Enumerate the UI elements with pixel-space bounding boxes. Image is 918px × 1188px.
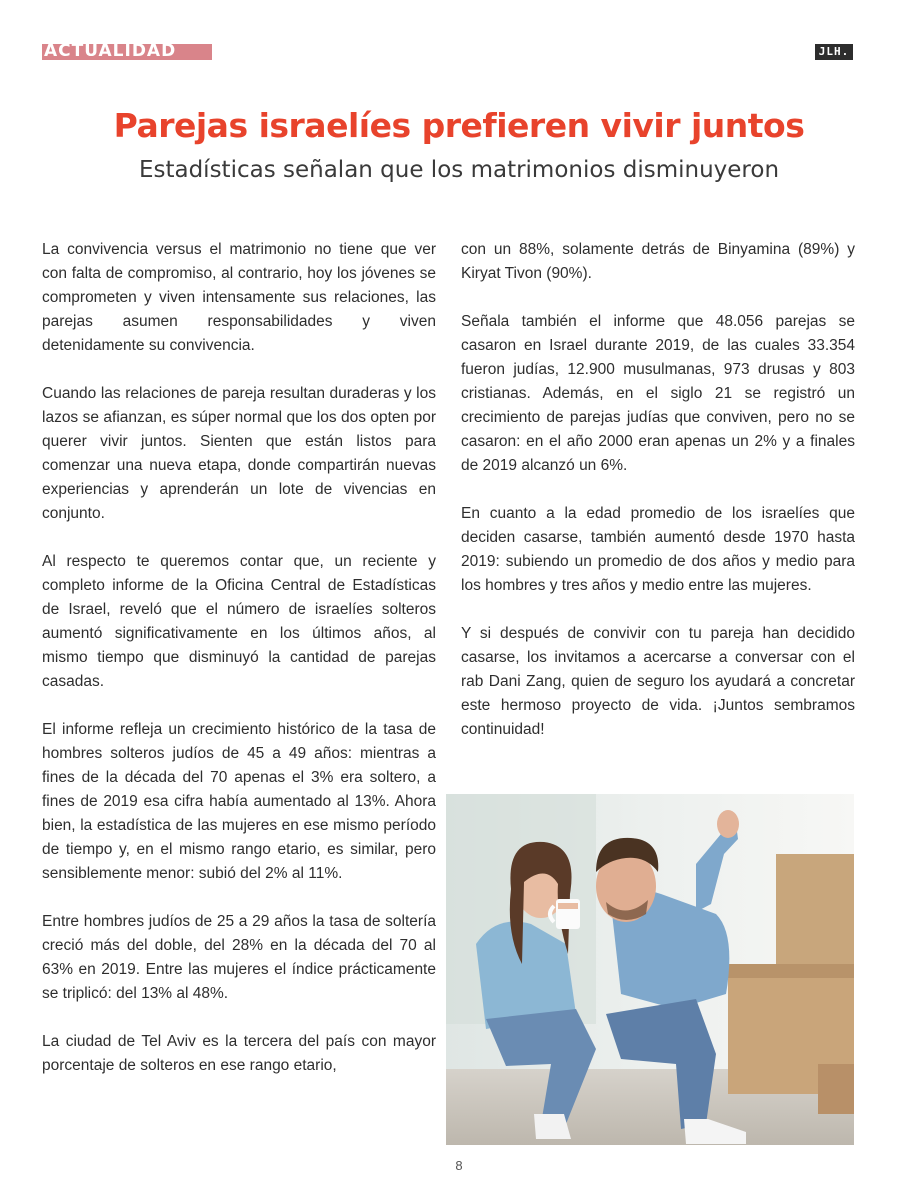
paragraph: El informe refleja un crecimiento histórico de la tasa de hombres solteros judíos de 45 a 49 años: mientras a fines de la década del 70 apenas el 3% era soltero, a fines de 2019 esa cifra había aumentado al 13%. Ahora bien, la estadística de las mujeres en ese mismo período de tiempo y, en el mismo rango etario, es similar, pero sensiblemente menor: subió del 2% al 11%. <box>42 721 436 882</box>
paragraph: Entre hombres judíos de 25 a 29 años la tasa de soltería creció más del doble, del 28% en la década del 70 al 63% en 2019. Entre las mujeres el índice prácticamente se triplicó: del 13% al 48%. <box>42 913 436 1002</box>
article-subtitle: Estadísticas señalan que los matrimonios disminuyeron <box>138 157 780 183</box>
brand-logo <box>815 44 853 60</box>
paragraph: con un 88%, solamente detrás de Binyamina (89%) y Kiryat Tivon (90%). <box>461 241 855 282</box>
left-column <box>42 238 436 1102</box>
article-title: Parejas israelíes prefieren vivir juntos <box>113 106 805 145</box>
brand-label: JLH. <box>818 45 850 58</box>
paragraph: Al respecto te queremos contar que, un reciente y completo informe de la Oficina Central de Estadísticas de Israel, reveló que el número de israelíes solteros aumentó significativamente en los últimos años, al mismo tiempo que disminuyó la cantidad de parejas casadas. <box>42 553 436 690</box>
paragraph: La ciudad de Tel Aviv es la tercera del país con mayor porcentaje de solteros en ese rango etario, <box>42 1033 436 1074</box>
page-number: 8 <box>455 1158 463 1173</box>
section-tag <box>42 44 212 60</box>
couple-photo <box>446 794 854 1145</box>
paragraph: Cuando las relaciones de pareja resultan duraderas y los lazos se afianzan, es súper normal que los dos opten por querer vivir juntos. Sienten que están listos para comenzar una nueva etapa, donde compartirán nuevas experiencias y aprenderán un lote de vivencias en conjunto. <box>42 385 436 522</box>
paragraph: La convivencia versus el matrimonio no tiene que ver con falta de compromiso, al contrario, hoy los jóvenes se comprometen y viven intensamente sus relaciones, las parejas asumen responsabilidades y viven detenidamente su convivencia. <box>42 241 436 354</box>
paragraph: Y si después de convivir con tu pareja han decidido casarse, los invitamos a acercarse a conversar con el rab Dani Zang, quien de seguro los ayudará a concretar este hermoso proyecto de vida. ¡Juntos sembramos continuidad! <box>461 625 855 738</box>
section-label: ACTUALIDAD <box>44 44 177 60</box>
right-column <box>461 238 855 766</box>
paragraph: En cuanto a la edad promedio de los israelíes que deciden casarse, también aumentó desde 1970 hasta 2019: subiendo un promedio de dos años y medio para los hombres y tres años y medio entre las mujeres. <box>461 505 855 594</box>
paragraph: Señala también el informe que 48.056 parejas se casaron en Israel durante 2019, de las cuales 33.354 fueron judías, 12.900 musulmanas, 973 drusas y 803 cristianas. Además, en el siglo 21 se registró un crecimiento de parejas judías que conviven, pero no se casaron: en el año 2000 eran apenas un 2% y a finales de 2019 alcanzó un 6%. <box>461 313 855 474</box>
